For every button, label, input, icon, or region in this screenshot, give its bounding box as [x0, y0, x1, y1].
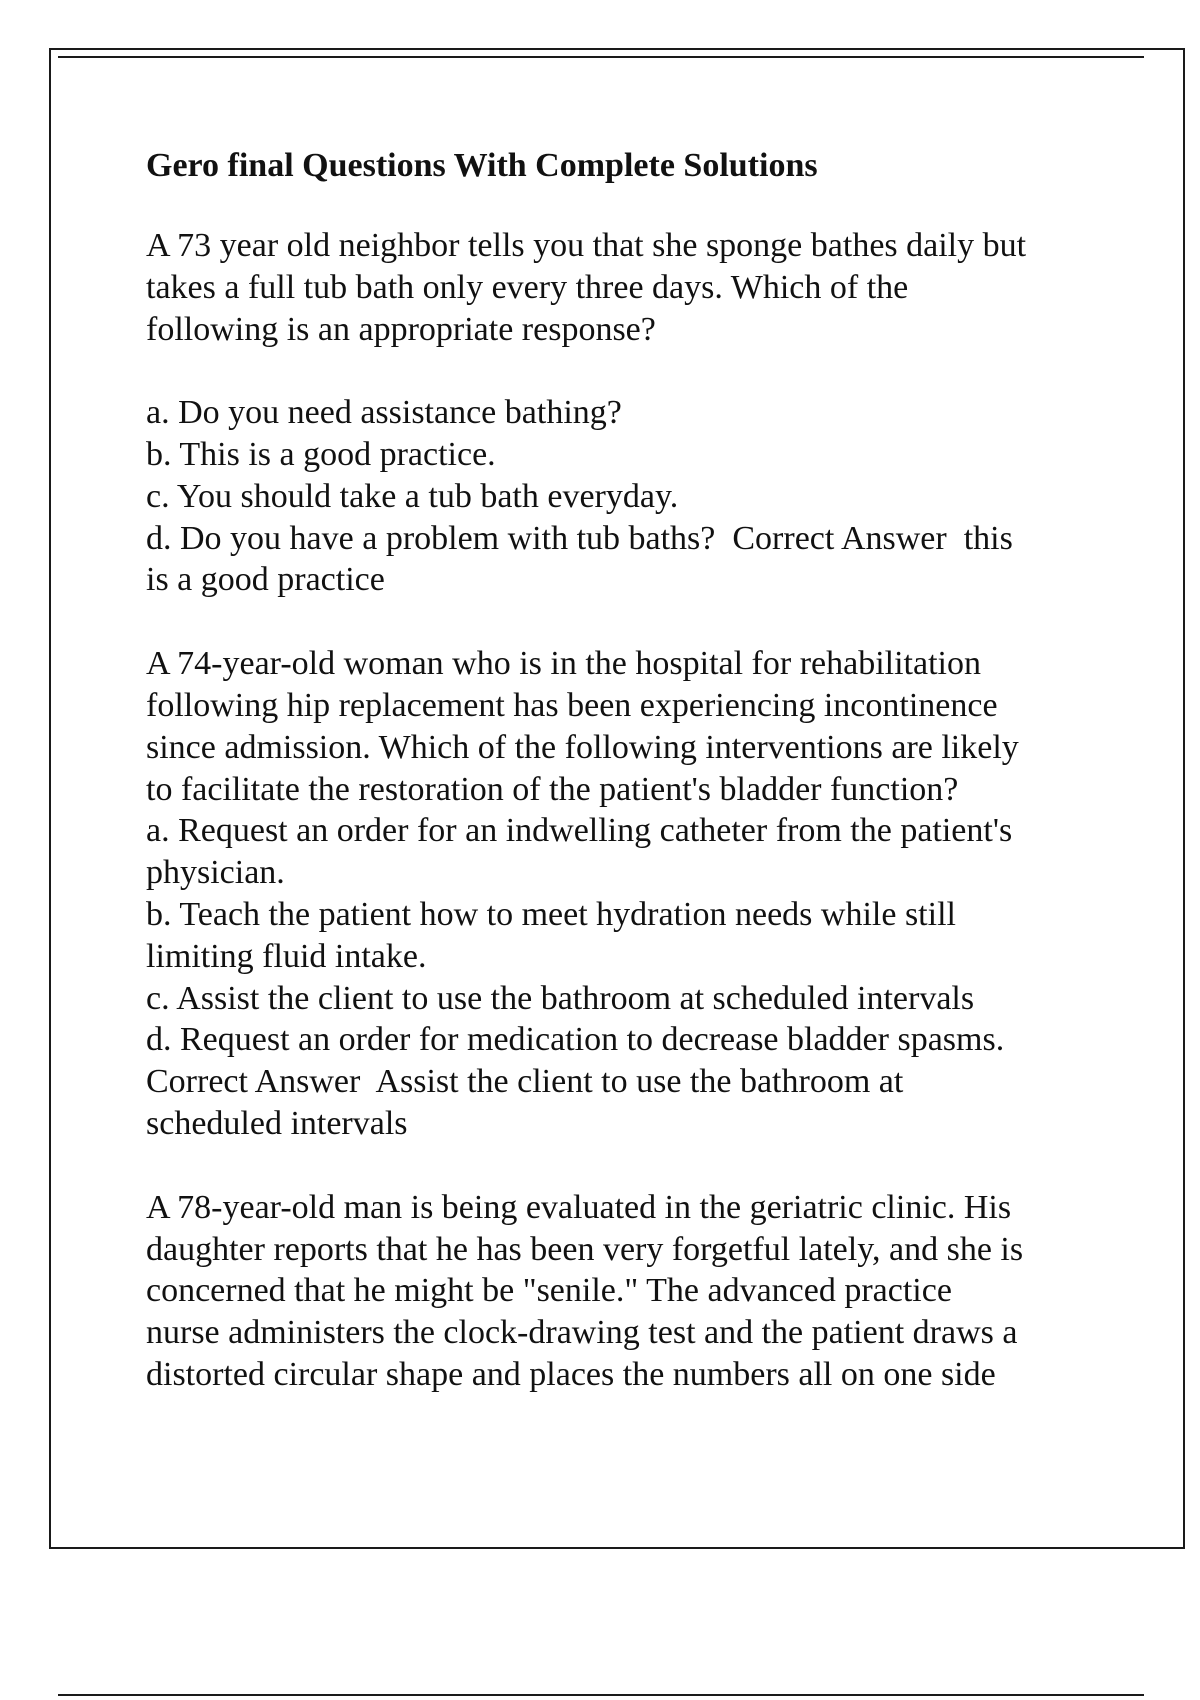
question-2-stem-line: to facilitate the restoration of the patient's bladder function?: [146, 770, 959, 808]
question-2: [146, 643, 1106, 1145]
paragraph-spacer: [146, 350, 1106, 392]
question-3-stem-line: nurse administers the clock-drawing test and the patient draws a: [146, 1314, 1018, 1352]
question-2-option-b-cont: limiting fluid intake.: [146, 937, 427, 975]
question-3-stem-line: A 78-year-old man is being evaluated in the geriatric clinic. His: [146, 1188, 1012, 1226]
question-3: [146, 1187, 1106, 1396]
question-1-stem-line: A 73 year old neighbor tells you that she sponge bathes daily but: [146, 227, 1027, 264]
question-3-stem-line: concerned that he might be "senile." The advanced practice: [146, 1272, 952, 1310]
question-1-option-c: c. You should take a tub bath everyday.: [146, 477, 679, 515]
question-1-option-b: b. This is a good practice.: [146, 435, 496, 473]
question-2-answer: Correct Answer Assist the client to use the bathroom at: [146, 1063, 904, 1101]
question-3-stem-line: distorted circular shape and places the numbers all on one side: [146, 1355, 996, 1393]
question-1-answer: is a good practice: [146, 561, 385, 599]
question-2-answer-cont: scheduled intervals: [146, 1104, 408, 1142]
bottom-rule: [58, 1694, 1144, 1696]
document-body: [146, 145, 1106, 1438]
question-2-stem-line: A 74-year-old woman who is in the hospital for rehabilitation: [146, 645, 981, 683]
question-2-option-a: a. Request an order for an indwelling catheter from the patient's: [146, 812, 1013, 850]
document-title: Gero final Questions With Complete Solutions: [146, 147, 818, 184]
question-2-option-d: d. Request an order for medication to decrease bladder spasms.: [146, 1021, 1005, 1059]
question-2-option-b: b. Teach the patient how to meet hydration needs while still: [146, 895, 956, 933]
question-1-option-a: a. Do you need assistance bathing?: [146, 394, 622, 432]
question-2-option-c: c. Assist the client to use the bathroom at scheduled intervals: [146, 979, 975, 1017]
question-3-stem-line: daughter reports that he has been very forgetful lately, and she is: [146, 1230, 1024, 1268]
question-2-option-a-cont: physician.: [146, 854, 285, 892]
question-1-option-d: d. Do you have a problem with tub baths? Correct Answer this: [146, 519, 1013, 557]
question-1-stem-line: following is an appropriate response?: [146, 310, 656, 348]
question-1-stem-line: takes a full tub bath only every three days. Which of the: [146, 268, 909, 306]
question-2-stem-line: following hip replacement has been experiencing incontinence: [146, 686, 998, 724]
question-2-stem-line: since admission. Which of the following interventions are likely: [146, 728, 1019, 766]
question-1: [146, 225, 1106, 601]
